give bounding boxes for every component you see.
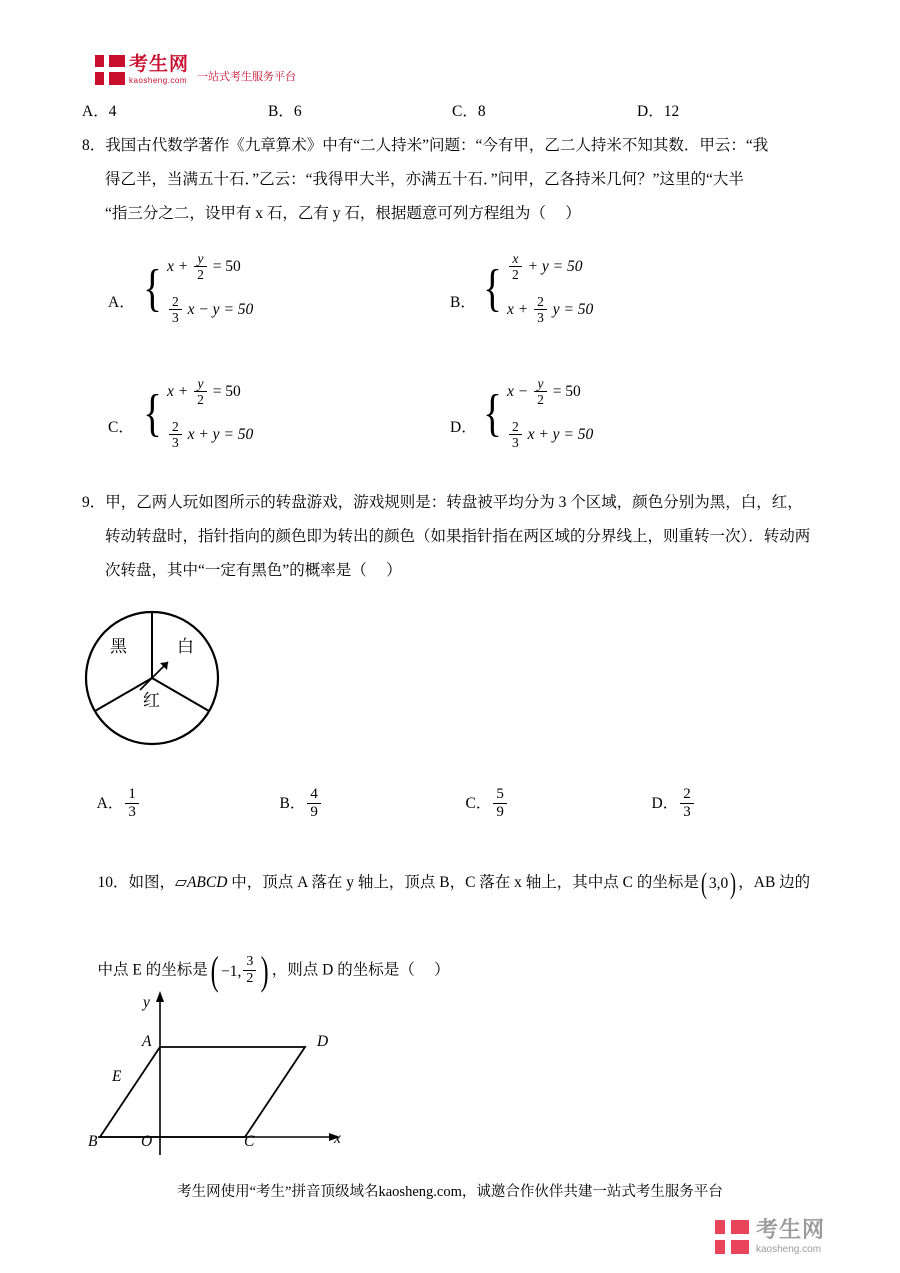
q7-option-a: A．4 — [82, 103, 117, 120]
footer-logo — [715, 1219, 825, 1255]
coordinate-c: ( 3,0 ) — [700, 867, 737, 901]
q9-option-b: B． $\frac{4}{9}$ — [264, 764, 323, 845]
q8-line-3: “指三分之二，设甲有 x 石，乙有 y 石，根据题意可列方程组为（ ） — [105, 205, 581, 222]
fraction: $\frac{2}{3}$ — [169, 419, 182, 450]
q8-option-d-label: D． — [450, 419, 477, 436]
q9-option-a: A． $\frac{1}{3}$ — [82, 764, 141, 845]
coordinate-e: ( −1, $\frac{3}{2}$ ) — [210, 948, 270, 994]
logo-title: 考生网 — [129, 54, 190, 75]
fraction: $\frac{1}{3}$ — [125, 786, 139, 821]
fraction: $\frac{x}{2}$ — [509, 251, 522, 282]
logo-text — [129, 55, 189, 85]
q10-line-2: 中点 E 的坐标是 ( −1, $\frac{3}{2}$ ) ，则点 D 的坐标是（ ） — [97, 948, 450, 994]
q8-line-1: 8．我国古代数学著作《九章算术》中有“二人持米”问题：“今有甲，乙二人持米不知其数．甲云：“我 — [82, 137, 769, 154]
q8-c-eq2: $\frac{2}{3}$ x + y = 50 — [167, 420, 253, 451]
fraction: $\frac{y}{2}$ — [194, 376, 207, 407]
q9-option-d: D． $\frac{2}{3}$ — [636, 764, 696, 845]
brace-glyph: { — [143, 260, 162, 318]
fraction: $\frac{5}{9}$ — [493, 786, 507, 821]
footer-logo-title: 考生网 — [755, 1217, 825, 1242]
q8-option-b-label: B． — [450, 294, 476, 311]
footer-note: 考生网使用“考生”拼音顶级域名kaosheng.com，诚邀合作伙伴共建一站式考生服务平台 — [177, 1184, 723, 1200]
q9-line-3: 次转盘，其中“一定有黑色”的概率是（ ） — [105, 562, 402, 579]
fraction: $\frac{2}{3}$ — [169, 294, 182, 325]
q8-d-eq2: $\frac{2}{3}$ x + y = 50 — [507, 420, 593, 451]
q8-option-c-system — [140, 377, 253, 451]
figure-label-c: C — [244, 1133, 255, 1150]
fraction: $\frac{2}{3}$ — [680, 786, 694, 821]
figure-label-d: D — [317, 1033, 329, 1050]
fraction: $\frac{y}{2}$ — [534, 376, 547, 407]
figure-label-x: x — [334, 1130, 341, 1147]
q8-a-eq2: $\frac{2}{3}$ x − y = 50 — [167, 295, 253, 326]
q8-a-eq1: x + $\frac{y}{2}$ = 50 — [166, 251, 241, 283]
site-logo — [95, 55, 296, 85]
fraction: $\frac{2}{3}$ — [509, 419, 522, 450]
q8-option-a-label: A． — [108, 294, 135, 311]
spinner-label-black: 黑 — [110, 637, 127, 656]
spinner-figure — [82, 608, 222, 748]
brace-glyph: { — [483, 260, 502, 318]
q8-option-c-label: C． — [108, 419, 134, 436]
logo-mark-icon — [95, 55, 125, 85]
figure-label-o: O — [141, 1133, 153, 1150]
q10-line-1: 10．如图，▱ABCD 中，顶点 A 落在 y 轴上，顶点 B，C 落在 x 轴上，其中点 C 的坐标是 ( 3,0 ) ，AB 边的 — [97, 867, 811, 901]
spinner-label-white: 白 — [177, 637, 194, 656]
figure-label-b: B — [88, 1133, 98, 1150]
q8-b-eq2: x + $\frac{2}{3}$ y = 50 — [506, 294, 594, 326]
q8-c-eq1: x + $\frac{y}{2}$ = 50 — [166, 376, 241, 408]
q8-option-b-system — [480, 252, 593, 326]
brace-glyph: { — [483, 385, 502, 443]
figure-label-a: A — [142, 1033, 152, 1050]
brace-glyph: { — [143, 385, 162, 443]
q9-line-1: 9．甲，乙两人玩如图所示的转盘游戏，游戏规则是：转盘被平均分为 3 个区域，颜色分别为黑，白，红， — [82, 494, 803, 511]
footer-logo-mark-icon — [715, 1220, 749, 1254]
logo-domain: kaosheng.com — [129, 76, 188, 85]
q8-option-d-system — [480, 377, 593, 451]
q8-d-eq1: x − $\frac{y}{2}$ = 50 — [506, 376, 581, 408]
q7-option-d: D．12 — [637, 103, 680, 120]
q8-b-eq1: $\frac{x}{2}$ + y = 50 — [507, 252, 593, 283]
logo-slogan: 一站式考生服务平台 — [197, 71, 297, 83]
footer-logo-domain: kaosheng.com — [755, 1244, 822, 1255]
q7-option-c: C．8 — [452, 103, 486, 120]
q8-option-a-system — [140, 252, 253, 326]
fraction: $\frac{3}{2}$ — [243, 954, 256, 986]
q8-line-2: 得乙半，当满五十石．”乙云：“我得甲大半，亦满五十石．”问甲，乙各持米几何？”这里的“大半 — [105, 171, 744, 188]
q9-line-2: 转动转盘时，指针指向的颜色即为转出的颜色（如果指针指在两区域的分界线上，则重转一次）．转动两 — [105, 528, 811, 545]
figure-label-e: E — [112, 1068, 122, 1085]
fraction: $\frac{2}{3}$ — [534, 294, 547, 325]
fraction: $\frac{y}{2}$ — [194, 251, 207, 282]
spinner-label-red: 红 — [143, 691, 160, 710]
q7-option-b: B．6 — [268, 103, 302, 120]
fraction: $\frac{4}{9}$ — [307, 786, 321, 821]
q9-option-c: C． $\frac{5}{9}$ — [450, 764, 509, 845]
figure-label-y: y — [143, 994, 150, 1011]
